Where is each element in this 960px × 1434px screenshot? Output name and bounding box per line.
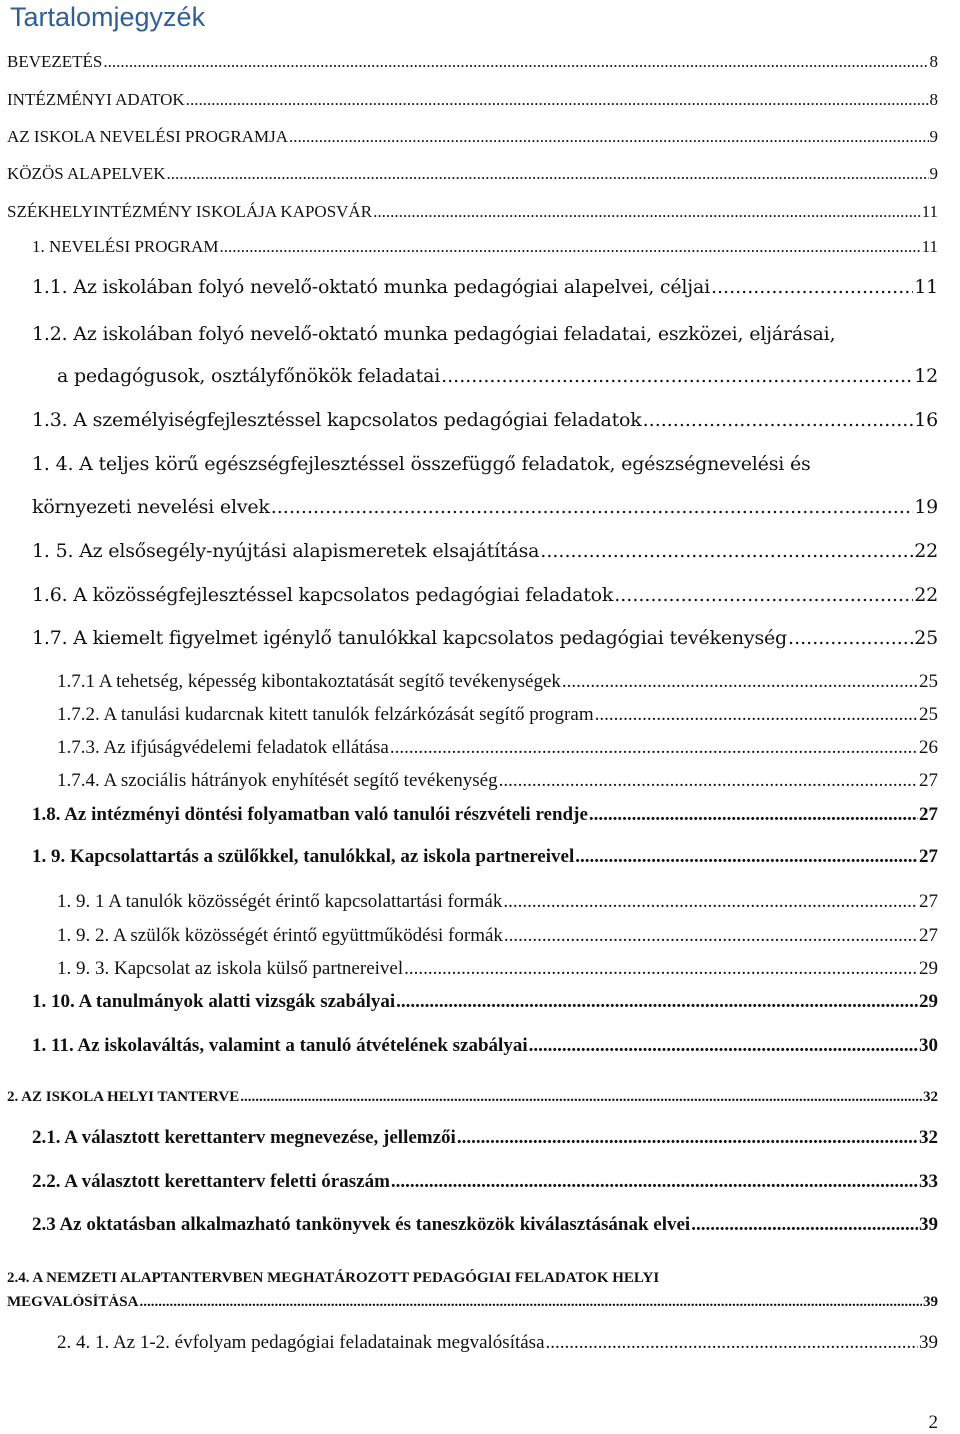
toc-entry[interactable]: a pedagógusok, osztályfőnökök feladatai ..... 12 [57, 365, 938, 387]
toc-entry[interactable]: 1.6. A közösségfejlesztéssel kapcsolatos pedagógiai feladatok ..... 22 [32, 584, 938, 606]
toc-entry[interactable]: SZÉKHELYINTÉZMÉNY ISKOLÁJA KAPOSVÁR ..... 11 [7, 202, 938, 222]
toc-entry-first-line[interactable]: 1.2. Az iskolában folyó nevelő-oktató munka pedagógiai feladatai, eszközei, eljárásai, [32, 323, 836, 345]
toc-entry[interactable]: 1.7.1 A tehetség, képesség kibontakoztatását segítő tevékenységek ..... 25 [57, 671, 938, 693]
toc-entry[interactable]: KÖZÖS ALAPELVEK ..... 9 [7, 164, 938, 184]
toc-entry[interactable]: BEVEZETÉS ..... 8 [7, 52, 938, 72]
toc-entry[interactable]: 2.3 Az oktatásban alkalmazható tankönyvek és taneszközök kiválasztásának elvei ..... 39 [32, 1214, 938, 1236]
toc-entry[interactable]: 2.2. A választott kerettanterv feletti óraszám ..... 33 [32, 1171, 938, 1193]
toc-entry[interactable]: 2. AZ ISKOLA HELYI TANTERVE ..... 32 [7, 1089, 938, 1106]
toc-entry-first-line[interactable]: 1. 4. A teljes körű egészségfejlesztéssel összefüggő feladatok, egészségnevelési és [32, 453, 811, 475]
toc-entry[interactable]: 2. 4. 1. Az 1-2. évfolyam pedagógiai feladatainak megvalósítása ..... 39 [57, 1332, 938, 1354]
toc-entry[interactable]: 1.7.3. Az ifjúságvédelemi feladatok ellátása ..... 26 [57, 737, 938, 759]
toc-title: Tartalomjegyzék [10, 2, 206, 32]
toc-entry[interactable]: 1.7. A kiemelt figyelmet igénylő tanulókkal kapcsolatos pedagógiai tevékenység ..... 25 [32, 627, 938, 649]
toc-entry[interactable]: 1. 9. Kapcsolattartás a szülőkkel, tanulókkal, az iskola partnereivel ..... 27 [32, 846, 938, 868]
toc-entry-first-line[interactable]: 2.4. A NEMZETI ALAPTANTERVBEN MEGHATÁROZOTT PEDAGÓGIAI FELADATOK HELYI [7, 1270, 660, 1286]
toc-entry[interactable]: 1. 9. 2. A szülők közösségét érintő együttműködési formák ..... 27 [57, 925, 938, 947]
page-number: 2 [928, 1412, 938, 1433]
toc-entry[interactable]: 1.7.4. A szociális hátrányok enyhítését segítő tevékenység ..... 27 [57, 770, 938, 792]
toc-entry[interactable]: 1.1. Az iskolában folyó nevelő-oktató munka pedagógiai alapelvei, céljai ..... 11 [32, 276, 938, 298]
toc-entry[interactable]: AZ ISKOLA NEVELÉSI PROGRAMJA ..... 9 [7, 127, 938, 147]
toc-entry[interactable]: 1. 5. Az elsősegély-nyújtási alapismeretek elsajátítása ..... 22 [32, 540, 938, 562]
toc-entry[interactable]: 1. 9. 1 A tanulók közösségét érintő kapcsolattartási formák ..... 27 [57, 891, 938, 913]
toc-entry[interactable]: 1. 10. A tanulmányok alatti vizsgák szabályai ..... 29 [32, 991, 938, 1013]
toc-entry[interactable]: 1. 9. 3. Kapcsolat az iskola külső partnereivel ..... 29 [57, 958, 938, 980]
toc-entry[interactable]: MEGVALÓSÍTÁSA ..... 39 [7, 1294, 938, 1311]
toc-entry[interactable]: 1.8. Az intézményi döntési folyamatban való tanulói részvételi rendje ..... 27 [32, 804, 938, 826]
toc-entry[interactable]: 1.3. A személyiségfejlesztéssel kapcsolatos pedagógiai feladatok ..... 16 [32, 409, 938, 431]
toc-entry[interactable]: 1.7.2. A tanulási kudarcnak kitett tanulók felzárkózását segítő program ..... 25 [57, 704, 938, 726]
toc-entry[interactable]: 2.1. A választott kerettanterv megnevezése, jellemzői ..... 32 [32, 1127, 938, 1149]
toc-entry[interactable]: környezeti nevelési elvek ..... 19 [32, 496, 938, 518]
toc-entry[interactable]: INTÉZMÉNYI ADATOK ..... 8 [7, 90, 938, 110]
toc-entry[interactable]: 1. 11. Az iskolaváltás, valamint a tanuló átvételének szabályai ..... 30 [32, 1035, 938, 1057]
toc-entry[interactable]: 1. NEVELÉSI PROGRAM ..... 11 [32, 237, 938, 257]
